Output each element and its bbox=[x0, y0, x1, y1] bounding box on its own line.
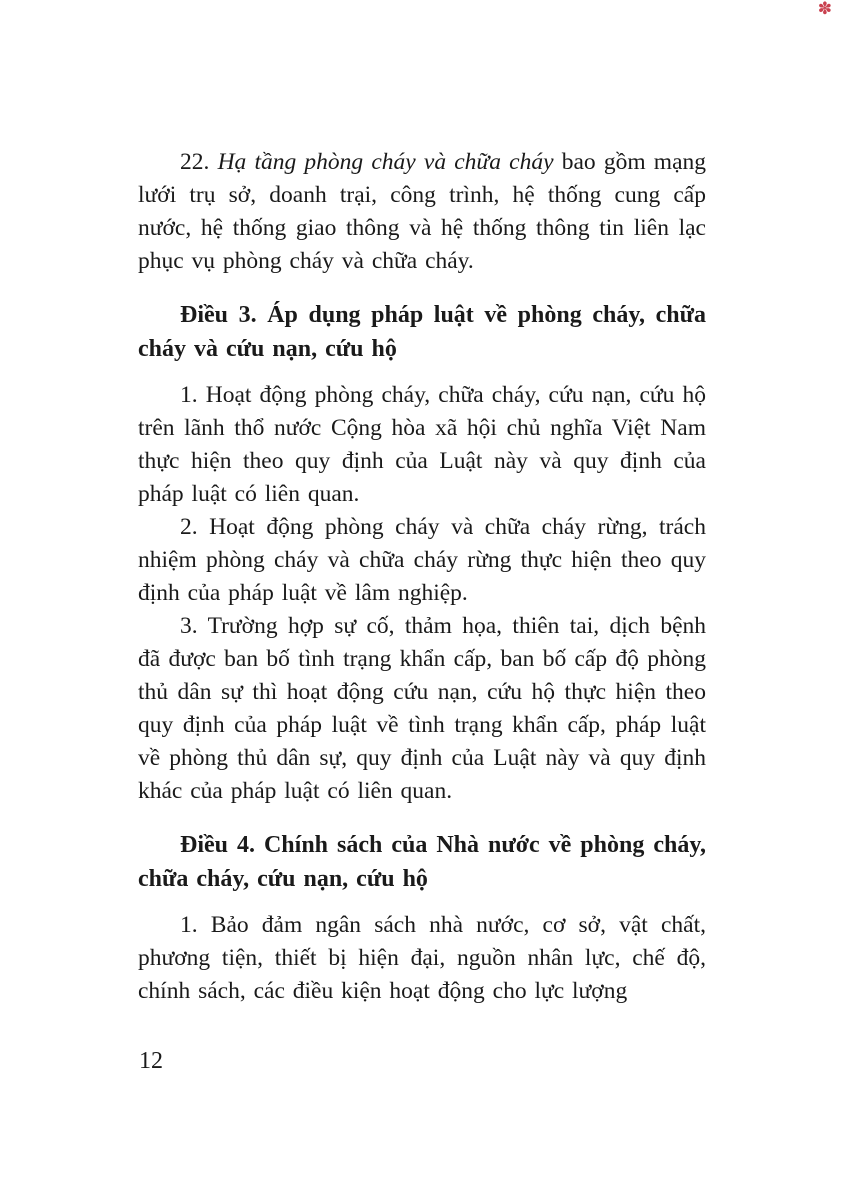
page-body bbox=[138, 146, 706, 1008]
article-3-clause-3: 3. Trường hợp sự cố, thảm họa, thiên tai, dịch bệnh đã được ban bố tình trạng khẩn cấp, ban bố cấp độ phòng thủ dân sự thì hoạt động cứu nạn, cứu hộ thực hiện theo quy định của pháp luật về tình trạng khẩn cấp, pháp luật về phòng thủ dân sự, quy định của Luật này và quy định khác của pháp luật có liên quan. bbox=[138, 613, 706, 804]
paragraph-definition-22 bbox=[138, 146, 706, 278]
article-4-clause-1: 1. Bảo đảm ngân sách nhà nước, cơ sở, vật chất, phương tiện, thiết bị hiện đại, nguồn nhân lực, chế độ, chính sách, các điều kiện hoạt động cho lực lượng bbox=[138, 912, 706, 1004]
clause-text: bao gồm mạng lưới trụ sở, doanh trại, công trình, hệ thống cung cấp nước, hệ thống giao thông và hệ thống thông tin liên lạc phục vụ phòng cháy và chữa cháy. bbox=[138, 149, 707, 274]
article-3-clause-2: 2. Hoạt động phòng cháy và chữa cháy rừng, trách nhiệm phòng cháy và chữa cháy rừng thực hiện theo quy định của pháp luật về lâm nghiệp. bbox=[138, 514, 706, 606]
article-3-clause-1: 1. Hoạt động phòng cháy, chữa cháy, cứu nạn, cứu hộ trên lãnh thổ nước Cộng hòa xã hội chủ nghĩa Việt Nam thực hiện theo quy định của Luật này và quy định của pháp luật có liên quan. bbox=[138, 382, 706, 507]
defined-term-italic: Hạ tầng phòng cháy và chữa cháy bbox=[217, 149, 554, 175]
article-4-heading: Điều 4. Chính sách của Nhà nước về phòng cháy, chữa cháy, cứu nạn, cứu hộ bbox=[138, 832, 706, 892]
page-number: 12 bbox=[139, 1048, 163, 1074]
article-3-heading: Điều 3. Áp dụng pháp luật về phòng cháy, chữa cháy và cứu nạn, cứu hộ bbox=[138, 302, 706, 362]
flower-ornament-icon: ✽ bbox=[817, 0, 832, 19]
clause-number: 22. bbox=[180, 149, 210, 175]
